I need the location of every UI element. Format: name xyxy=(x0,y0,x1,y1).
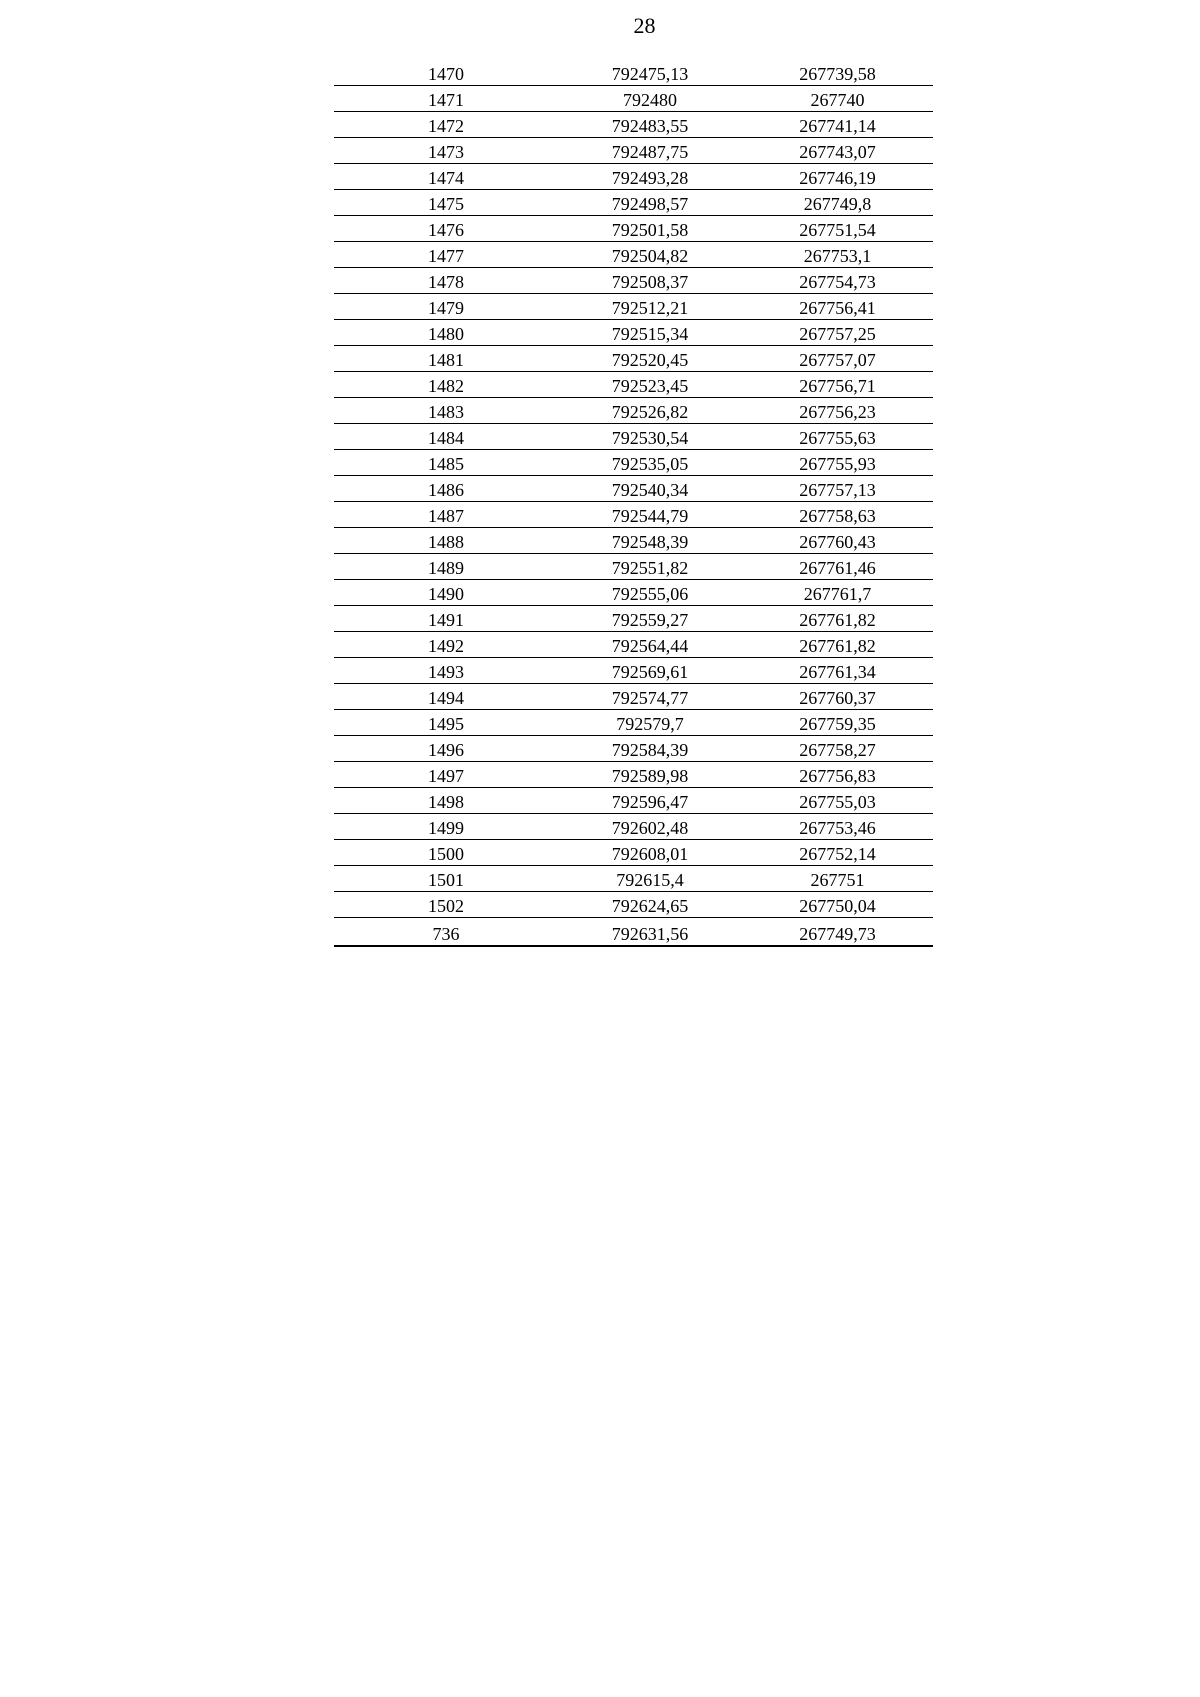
table-row xyxy=(334,86,933,112)
table-row xyxy=(334,892,933,918)
y-coordinate-cell: 267756,83 xyxy=(742,762,933,788)
table-row xyxy=(334,710,933,736)
y-coordinate-cell: 267750,04 xyxy=(742,892,933,918)
x-coordinate-cell: 792508,37 xyxy=(558,268,742,294)
y-coordinate-cell: 267757,07 xyxy=(742,346,933,372)
point-number-cell: 1470 xyxy=(334,60,558,86)
point-number-cell: 1478 xyxy=(334,268,558,294)
x-coordinate-cell: 792501,58 xyxy=(558,216,742,242)
table-row xyxy=(334,502,933,528)
point-number-cell: 1480 xyxy=(334,320,558,346)
y-coordinate-cell: 267761,34 xyxy=(742,658,933,684)
x-coordinate-cell: 792608,01 xyxy=(558,840,742,866)
point-number-cell: 1477 xyxy=(334,242,558,268)
x-coordinate-cell: 792483,55 xyxy=(558,112,742,138)
y-coordinate-cell: 267760,43 xyxy=(742,528,933,554)
point-number-cell: 1473 xyxy=(334,138,558,164)
x-coordinate-cell: 792480 xyxy=(558,86,742,112)
point-number-cell: 1498 xyxy=(334,788,558,814)
point-number-cell: 1487 xyxy=(334,502,558,528)
x-coordinate-cell: 792564,44 xyxy=(558,632,742,658)
x-coordinate-cell: 792520,45 xyxy=(558,346,742,372)
point-number-cell: 1481 xyxy=(334,346,558,372)
y-coordinate-cell: 267758,63 xyxy=(742,502,933,528)
table-row xyxy=(334,112,933,138)
point-number-cell: 1482 xyxy=(334,372,558,398)
point-number-cell: 1497 xyxy=(334,762,558,788)
x-coordinate-cell: 792544,79 xyxy=(558,502,742,528)
x-coordinate-cell: 792487,75 xyxy=(558,138,742,164)
table-row xyxy=(334,528,933,554)
x-coordinate-cell: 792523,45 xyxy=(558,372,742,398)
table-row xyxy=(334,450,933,476)
y-coordinate-cell: 267753,1 xyxy=(742,242,933,268)
x-coordinate-cell: 792569,61 xyxy=(558,658,742,684)
y-coordinate-cell: 267755,03 xyxy=(742,788,933,814)
point-number-cell: 1501 xyxy=(334,866,558,892)
x-coordinate-cell: 792515,34 xyxy=(558,320,742,346)
table-row xyxy=(334,762,933,788)
table-row xyxy=(334,658,933,684)
table-row xyxy=(334,320,933,346)
x-coordinate-cell: 792475,13 xyxy=(558,60,742,86)
table-row xyxy=(334,294,933,320)
x-coordinate-cell: 792512,21 xyxy=(558,294,742,320)
y-coordinate-cell: 267756,71 xyxy=(742,372,933,398)
y-coordinate-cell: 267761,46 xyxy=(742,554,933,580)
x-coordinate-cell: 792602,48 xyxy=(558,814,742,840)
table-row xyxy=(334,268,933,294)
y-coordinate-cell: 267760,37 xyxy=(742,684,933,710)
table-row xyxy=(334,840,933,866)
y-coordinate-cell: 267761,82 xyxy=(742,606,933,632)
x-coordinate-cell: 792631,56 xyxy=(558,918,742,947)
y-coordinate-cell: 267757,25 xyxy=(742,320,933,346)
table-row xyxy=(334,190,933,216)
table-row xyxy=(334,424,933,450)
table-row xyxy=(334,242,933,268)
table-row xyxy=(334,814,933,840)
table-row xyxy=(334,372,933,398)
point-number-cell: 1472 xyxy=(334,112,558,138)
y-coordinate-cell: 267759,35 xyxy=(742,710,933,736)
point-number-cell: 1500 xyxy=(334,840,558,866)
point-number-cell: 1496 xyxy=(334,736,558,762)
point-number-cell: 1476 xyxy=(334,216,558,242)
table-row xyxy=(334,216,933,242)
table-row xyxy=(334,684,933,710)
table-row xyxy=(334,580,933,606)
point-number-cell: 1490 xyxy=(334,580,558,606)
x-coordinate-cell: 792498,57 xyxy=(558,190,742,216)
coordinates-table-body xyxy=(334,60,933,946)
x-coordinate-cell: 792615,4 xyxy=(558,866,742,892)
x-coordinate-cell: 792535,05 xyxy=(558,450,742,476)
y-coordinate-cell: 267755,93 xyxy=(742,450,933,476)
y-coordinate-cell: 267754,73 xyxy=(742,268,933,294)
y-coordinate-cell: 267758,27 xyxy=(742,736,933,762)
table-row xyxy=(334,138,933,164)
x-coordinate-cell: 792540,34 xyxy=(558,476,742,502)
point-number-cell: 1479 xyxy=(334,294,558,320)
table-row xyxy=(334,736,933,762)
point-number-cell: 1489 xyxy=(334,554,558,580)
y-coordinate-cell: 267749,73 xyxy=(742,918,933,947)
y-coordinate-cell: 267756,23 xyxy=(742,398,933,424)
x-coordinate-cell: 792530,54 xyxy=(558,424,742,450)
y-coordinate-cell: 267761,82 xyxy=(742,632,933,658)
x-coordinate-cell: 792504,82 xyxy=(558,242,742,268)
x-coordinate-cell: 792574,77 xyxy=(558,684,742,710)
x-coordinate-cell: 792584,39 xyxy=(558,736,742,762)
y-coordinate-cell: 267755,63 xyxy=(742,424,933,450)
point-number-cell: 1495 xyxy=(334,710,558,736)
point-number-cell: 1492 xyxy=(334,632,558,658)
point-number-cell: 1474 xyxy=(334,164,558,190)
y-coordinate-cell: 267757,13 xyxy=(742,476,933,502)
x-coordinate-cell: 792559,27 xyxy=(558,606,742,632)
table-row xyxy=(334,60,933,86)
table-row xyxy=(334,606,933,632)
point-number-cell: 1484 xyxy=(334,424,558,450)
table-row xyxy=(334,632,933,658)
point-number-cell: 1475 xyxy=(334,190,558,216)
y-coordinate-cell: 267740 xyxy=(742,86,933,112)
table-row xyxy=(334,346,933,372)
x-coordinate-cell: 792493,28 xyxy=(558,164,742,190)
x-coordinate-cell: 792548,39 xyxy=(558,528,742,554)
table-row xyxy=(334,164,933,190)
coordinates-table xyxy=(334,60,933,947)
point-number-cell: 1485 xyxy=(334,450,558,476)
point-number-cell: 1502 xyxy=(334,892,558,918)
point-number-cell: 1494 xyxy=(334,684,558,710)
table-row xyxy=(334,866,933,892)
point-number-cell: 1483 xyxy=(334,398,558,424)
x-coordinate-cell: 792589,98 xyxy=(558,762,742,788)
y-coordinate-cell: 267751,54 xyxy=(742,216,933,242)
point-number-cell: 1493 xyxy=(334,658,558,684)
y-coordinate-cell: 267756,41 xyxy=(742,294,933,320)
table-row xyxy=(334,788,933,814)
point-number-cell: 1471 xyxy=(334,86,558,112)
x-coordinate-cell: 792526,82 xyxy=(558,398,742,424)
x-coordinate-cell: 792551,82 xyxy=(558,554,742,580)
x-coordinate-cell: 792579,7 xyxy=(558,710,742,736)
y-coordinate-cell: 267739,58 xyxy=(742,60,933,86)
point-number-cell: 1486 xyxy=(334,476,558,502)
point-number-cell: 1488 xyxy=(334,528,558,554)
y-coordinate-cell: 267741,14 xyxy=(742,112,933,138)
y-coordinate-cell: 267743,07 xyxy=(742,138,933,164)
x-coordinate-cell: 792596,47 xyxy=(558,788,742,814)
y-coordinate-cell: 267761,7 xyxy=(742,580,933,606)
table-row xyxy=(334,398,933,424)
table-row xyxy=(334,918,933,947)
y-coordinate-cell: 267746,19 xyxy=(742,164,933,190)
table-row xyxy=(334,554,933,580)
x-coordinate-cell: 792555,06 xyxy=(558,580,742,606)
point-number-cell: 1491 xyxy=(334,606,558,632)
page-number: 28 xyxy=(633,13,656,38)
table-row xyxy=(334,476,933,502)
y-coordinate-cell: 267753,46 xyxy=(742,814,933,840)
point-number-cell: 736 xyxy=(334,918,558,947)
point-number-cell: 1499 xyxy=(334,814,558,840)
x-coordinate-cell: 792624,65 xyxy=(558,892,742,918)
y-coordinate-cell: 267751 xyxy=(742,866,933,892)
y-coordinate-cell: 267749,8 xyxy=(742,190,933,216)
y-coordinate-cell: 267752,14 xyxy=(742,840,933,866)
